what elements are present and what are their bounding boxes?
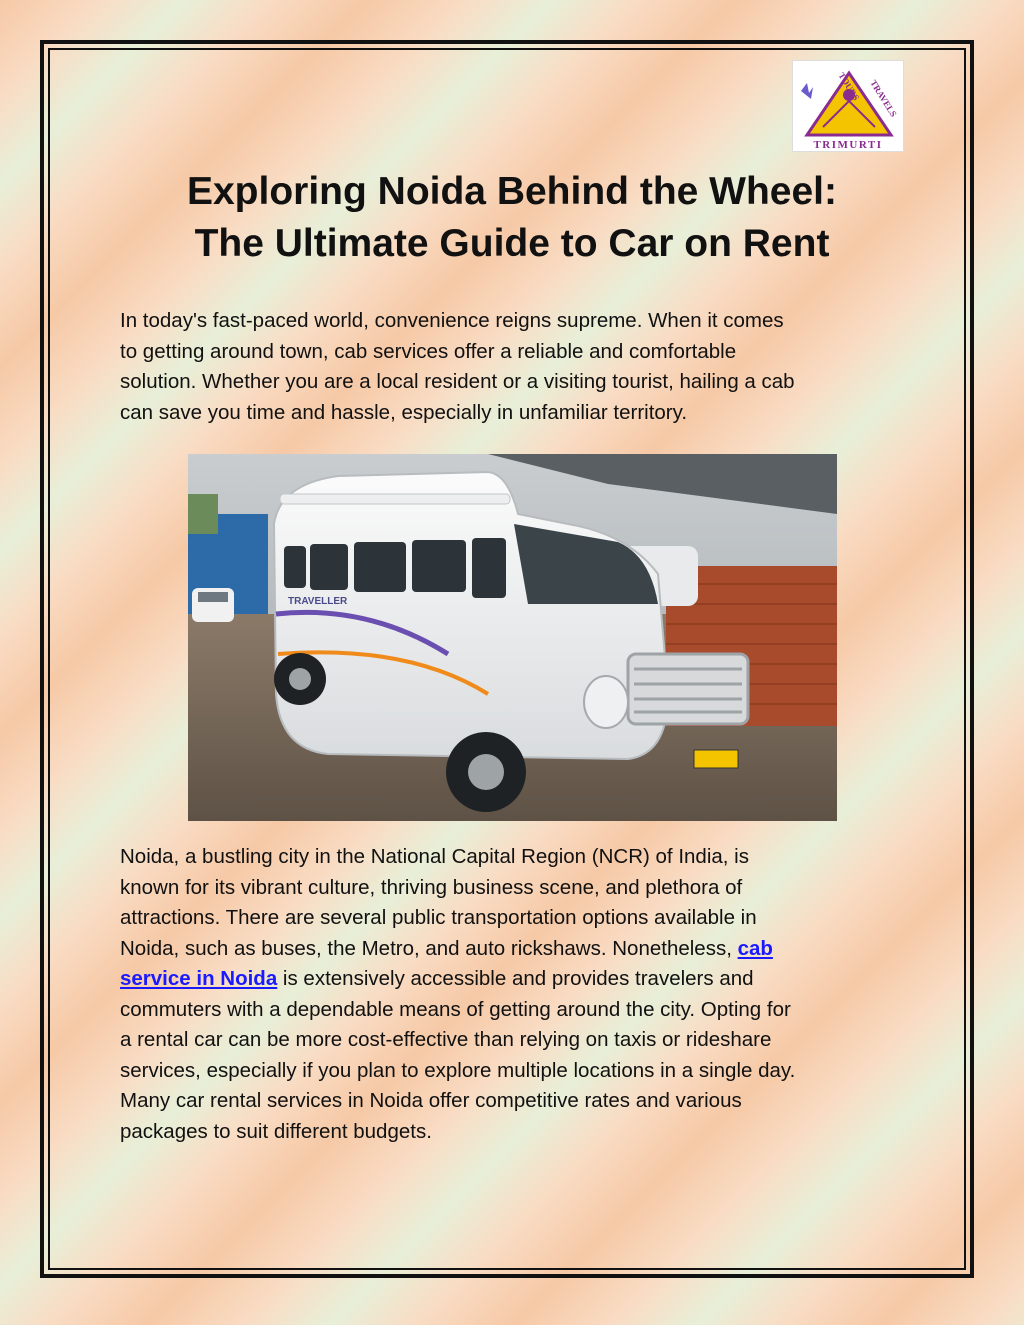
cab-service-link-part2[interactable]: service in Noida — [120, 967, 278, 990]
logo-text-tours: TOURS — [836, 70, 862, 103]
page-title — [100, 166, 924, 270]
body-paragraph — [120, 842, 795, 1147]
body-line — [120, 934, 795, 965]
body-line-text: Noida, such as buses, the Metro, and auto rickshaws. Nonetheless, — [120, 936, 738, 960]
intro-line: to getting around town, cab services offer a reliable and comfortable — [120, 339, 737, 363]
body-line — [120, 964, 795, 995]
body-line: packages to suit different budgets. — [120, 1119, 432, 1143]
intro-line: In today's fast-paced world, convenience reigns supreme. When it comes — [120, 309, 784, 332]
cab-service-link-part1[interactable]: cab — [737, 936, 773, 960]
logo-text-travels: TRAVELS — [868, 78, 899, 119]
intro-line: solution. Whether you are a local resident or a visiting tourist, hailing a cab — [120, 370, 795, 393]
van-photo — [188, 454, 837, 821]
intro-line: can save you time and hassle, especially in unfamiliar territory. — [120, 400, 688, 424]
title-line-1: Exploring Noida Behind the Wheel: — [186, 170, 837, 213]
trimurti-logo — [792, 60, 904, 152]
body-line: Many car rental services in Noida offer competitive rates and various — [120, 1089, 742, 1112]
body-line: services, especially if you plan to explore multiple locations in a single day. — [120, 1058, 796, 1082]
body-line-text: is extensively accessible and provides travelers and — [277, 967, 754, 990]
body-line: Noida, a bustling city in the National Capital Region (NCR) of India, is — [120, 845, 749, 868]
body-line: commuters with a dependable means of getting around the city. Opting for — [120, 997, 791, 1021]
title-line-2: The Ultimate Guide to Car on Rent — [194, 222, 830, 265]
van-logo-text: TRAVELLER — [288, 596, 348, 607]
body-line: attractions. There are several public transportation options available in — [120, 906, 757, 929]
body-line: known for its vibrant culture, thriving business scene, and plethora of — [120, 875, 743, 899]
body-line: a rental car can be more cost-effective than relying on taxis or rideshare — [120, 1028, 772, 1051]
logo-text-trimurti: TRIMURTI — [813, 139, 883, 151]
intro-paragraph — [120, 306, 795, 428]
